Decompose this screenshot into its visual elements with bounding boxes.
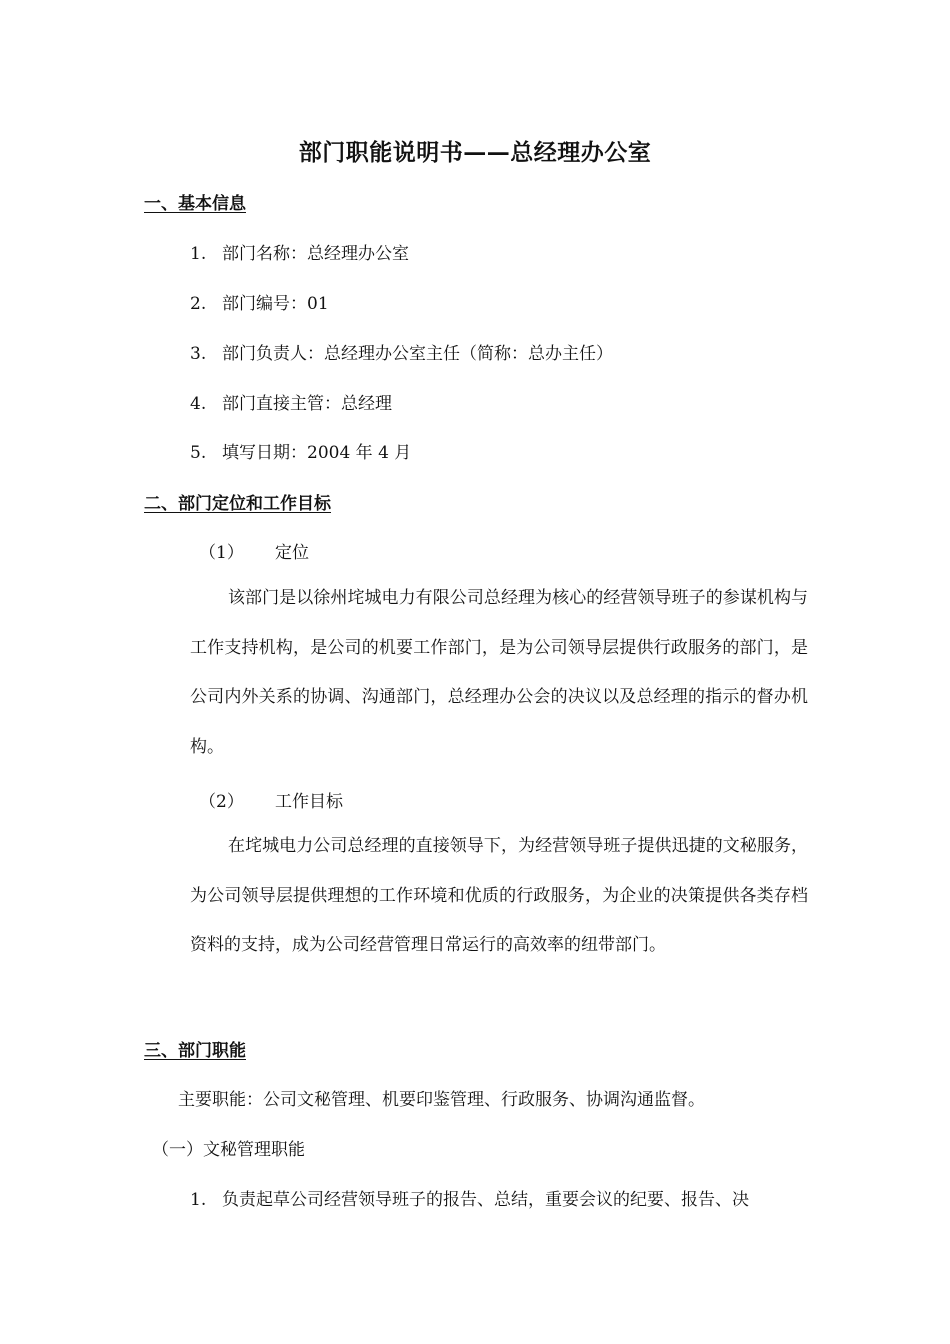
list-item-text: 部门名称：总经理办公室 [222,244,409,264]
subsection-number: （1） [199,543,244,563]
subsection-label: 定位 [275,543,309,563]
section-heading-functions: 三、部门职能 [144,1041,246,1061]
section-heading-basic-info: 一、基本信息 [144,194,246,214]
subsection-heading-work-goal [199,787,343,812]
list-item-text: 部门负责人：总经理办公室主任（简称：总办主任） [222,344,613,364]
list-item-text: 填写日期：2004 年 4 月 [222,443,412,463]
list-item-number: 3. [190,344,207,364]
list-item-text: 部门编号：01 [222,294,329,314]
main-functions-text: 主要职能：公司文秘管理、机要印鉴管理、行政服务、协调沟通监督。 [178,1090,705,1110]
subsection-heading-positioning [199,538,309,563]
section-heading-positioning: 二、部门定位和工作目标 [144,494,331,514]
paragraph-work-goal: 在垞城电力公司总经理的直接领导下，为经营领导班子提供迅捷的文秘服务，为公司领导层提供理想的工作环境和优质的行政服务，为企业的决策提供各类存档资料的支持，成为公司经营管理日常运行的高效率的纽带部门。 [190,836,808,955]
list-item [190,438,411,463]
list-item [190,389,392,414]
list-item [190,239,409,264]
list-item-number: 1. [190,244,207,264]
list-item-text: 负责起草公司经营领导班子的报告、总结，重要会议的纪要、报告、决 [222,1190,749,1210]
paragraph-positioning: 该部门是以徐州垞城电力有限公司总经理为核心的经营领导班子的参谋机构与工作支持机构，是公司的机要工作部门，是为公司领导层提供行政服务的部门，是公司内外关系的协调、沟通部门，总经理办公会的决议以及总经理的指示的督办机构。 [190,588,808,757]
list-item-number: 5. [190,443,207,463]
list-item-number: 2. [190,294,207,314]
list-item-text: 部门直接主管：总经理 [222,394,392,414]
list-item [190,1185,749,1210]
list-item [190,289,329,314]
subsection-heading-secretarial: （一）文秘管理职能 [152,1140,305,1160]
list-item-number: 4. [190,394,207,414]
list-item [190,339,613,364]
list-item-number: 1. [190,1190,207,1210]
page-title: 部门职能说明书——总经理办公室 [298,139,652,166]
subsection-number: （2） [199,792,244,812]
subsection-label: 工作目标 [275,792,343,812]
